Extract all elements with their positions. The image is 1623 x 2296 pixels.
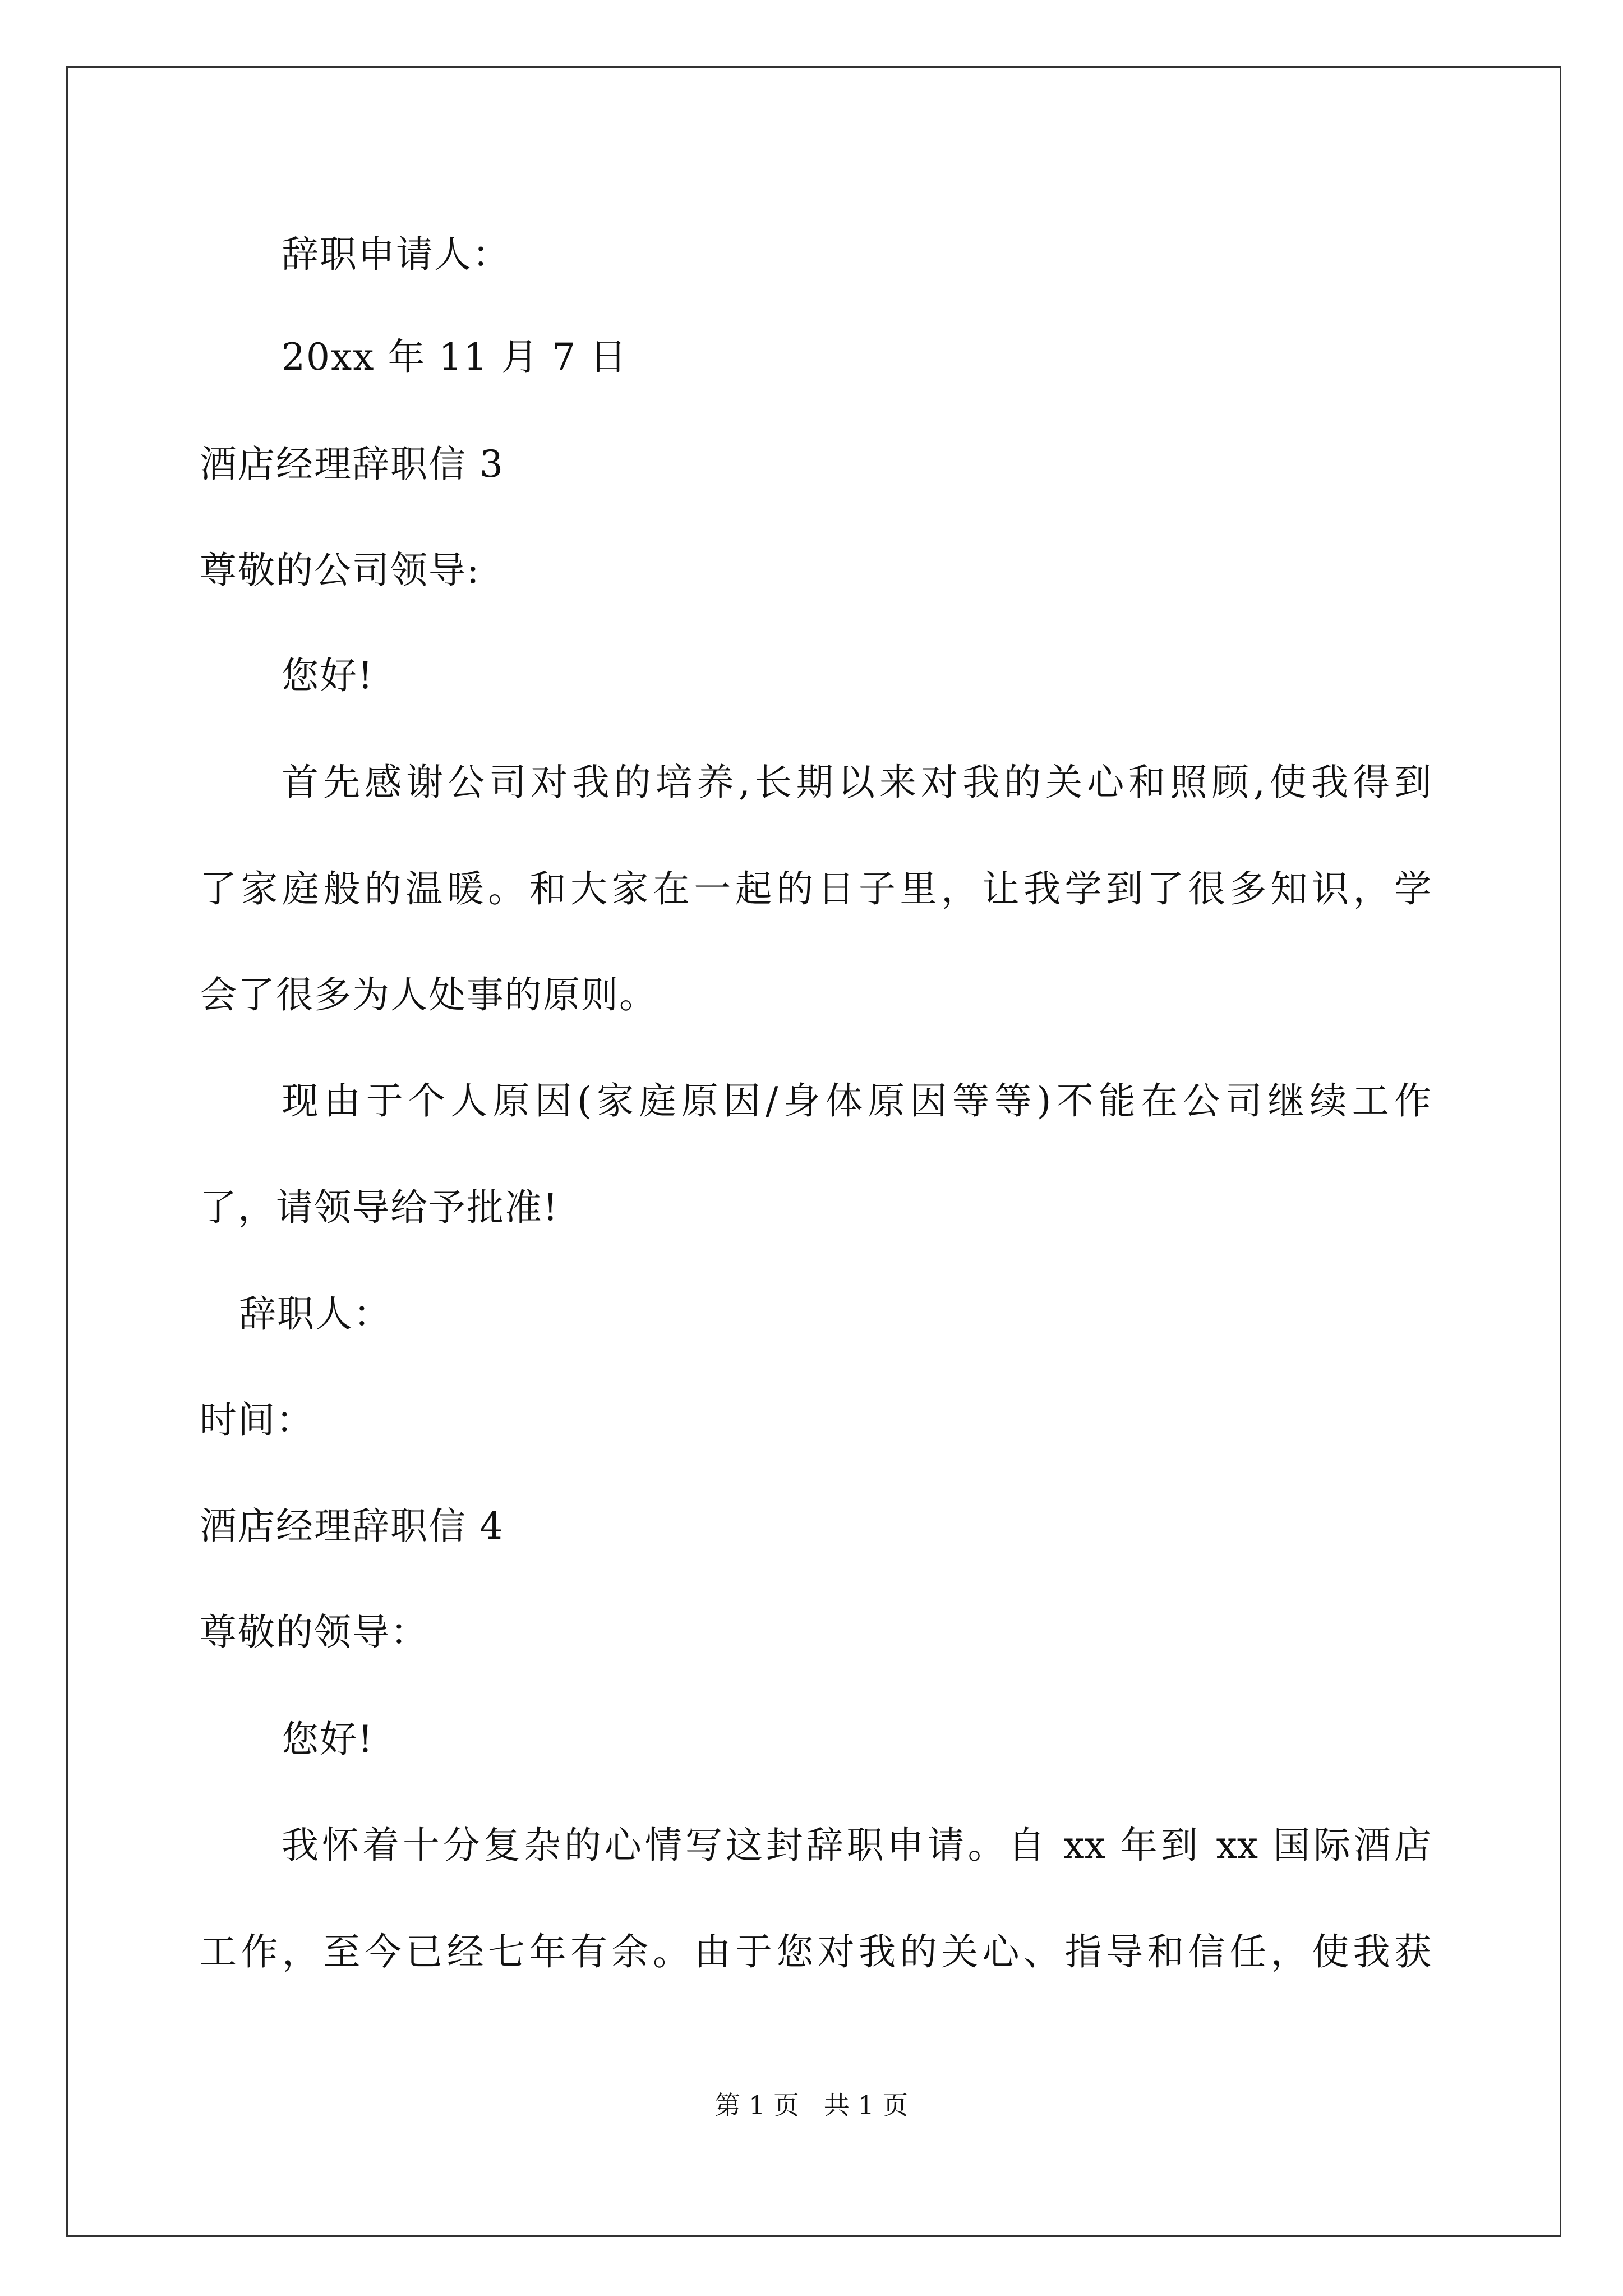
paragraph-line: 我怀着十分复杂的心情写这封辞职申请。自 xx 年到 xx 国际酒店 xyxy=(282,1824,1431,1867)
paragraph-line: 工作，至今已经七年有余。由于您对我的关心、指导和信任，使我获 xyxy=(200,1930,1431,1973)
time-line: 时间： xyxy=(200,1398,314,1442)
paragraph-line: 首先感谢公司对我的培养,长期以来对我的关心和照顾,使我得到 xyxy=(282,761,1431,804)
paragraph-line: 现由于个人原因(家庭原因/身体原因等等)不能在公司继续工作 xyxy=(282,1079,1431,1122)
letter-heading-3: 酒店经理辞职信 3 xyxy=(200,443,504,486)
date-line: 20xx 年 11 月 7 日 xyxy=(282,335,628,379)
page-number-footer: 第 1 页 共 1 页 xyxy=(714,2090,909,2120)
salutation-line: 尊敬的公司领导: xyxy=(200,549,481,592)
applicant-signature-line: 辞职申请人： xyxy=(282,233,510,276)
salutation-line: 尊敬的领导： xyxy=(200,1611,428,1654)
greeting-line: 您好! xyxy=(282,1718,374,1761)
signer-line: 辞职人： xyxy=(239,1292,391,1336)
paragraph-line: 了家庭般的温暖。和大家在一起的日子里，让我学到了很多知识，学 xyxy=(200,867,1431,910)
page-border xyxy=(66,66,1561,2237)
paragraph-line: 了，请领导给予批准! xyxy=(200,1186,559,1229)
greeting-line: 您好! xyxy=(282,654,374,697)
letter-heading-4: 酒店经理辞职信 4 xyxy=(200,1504,504,1548)
paragraph-line: 会了很多为人处事的原则。 xyxy=(200,973,657,1016)
